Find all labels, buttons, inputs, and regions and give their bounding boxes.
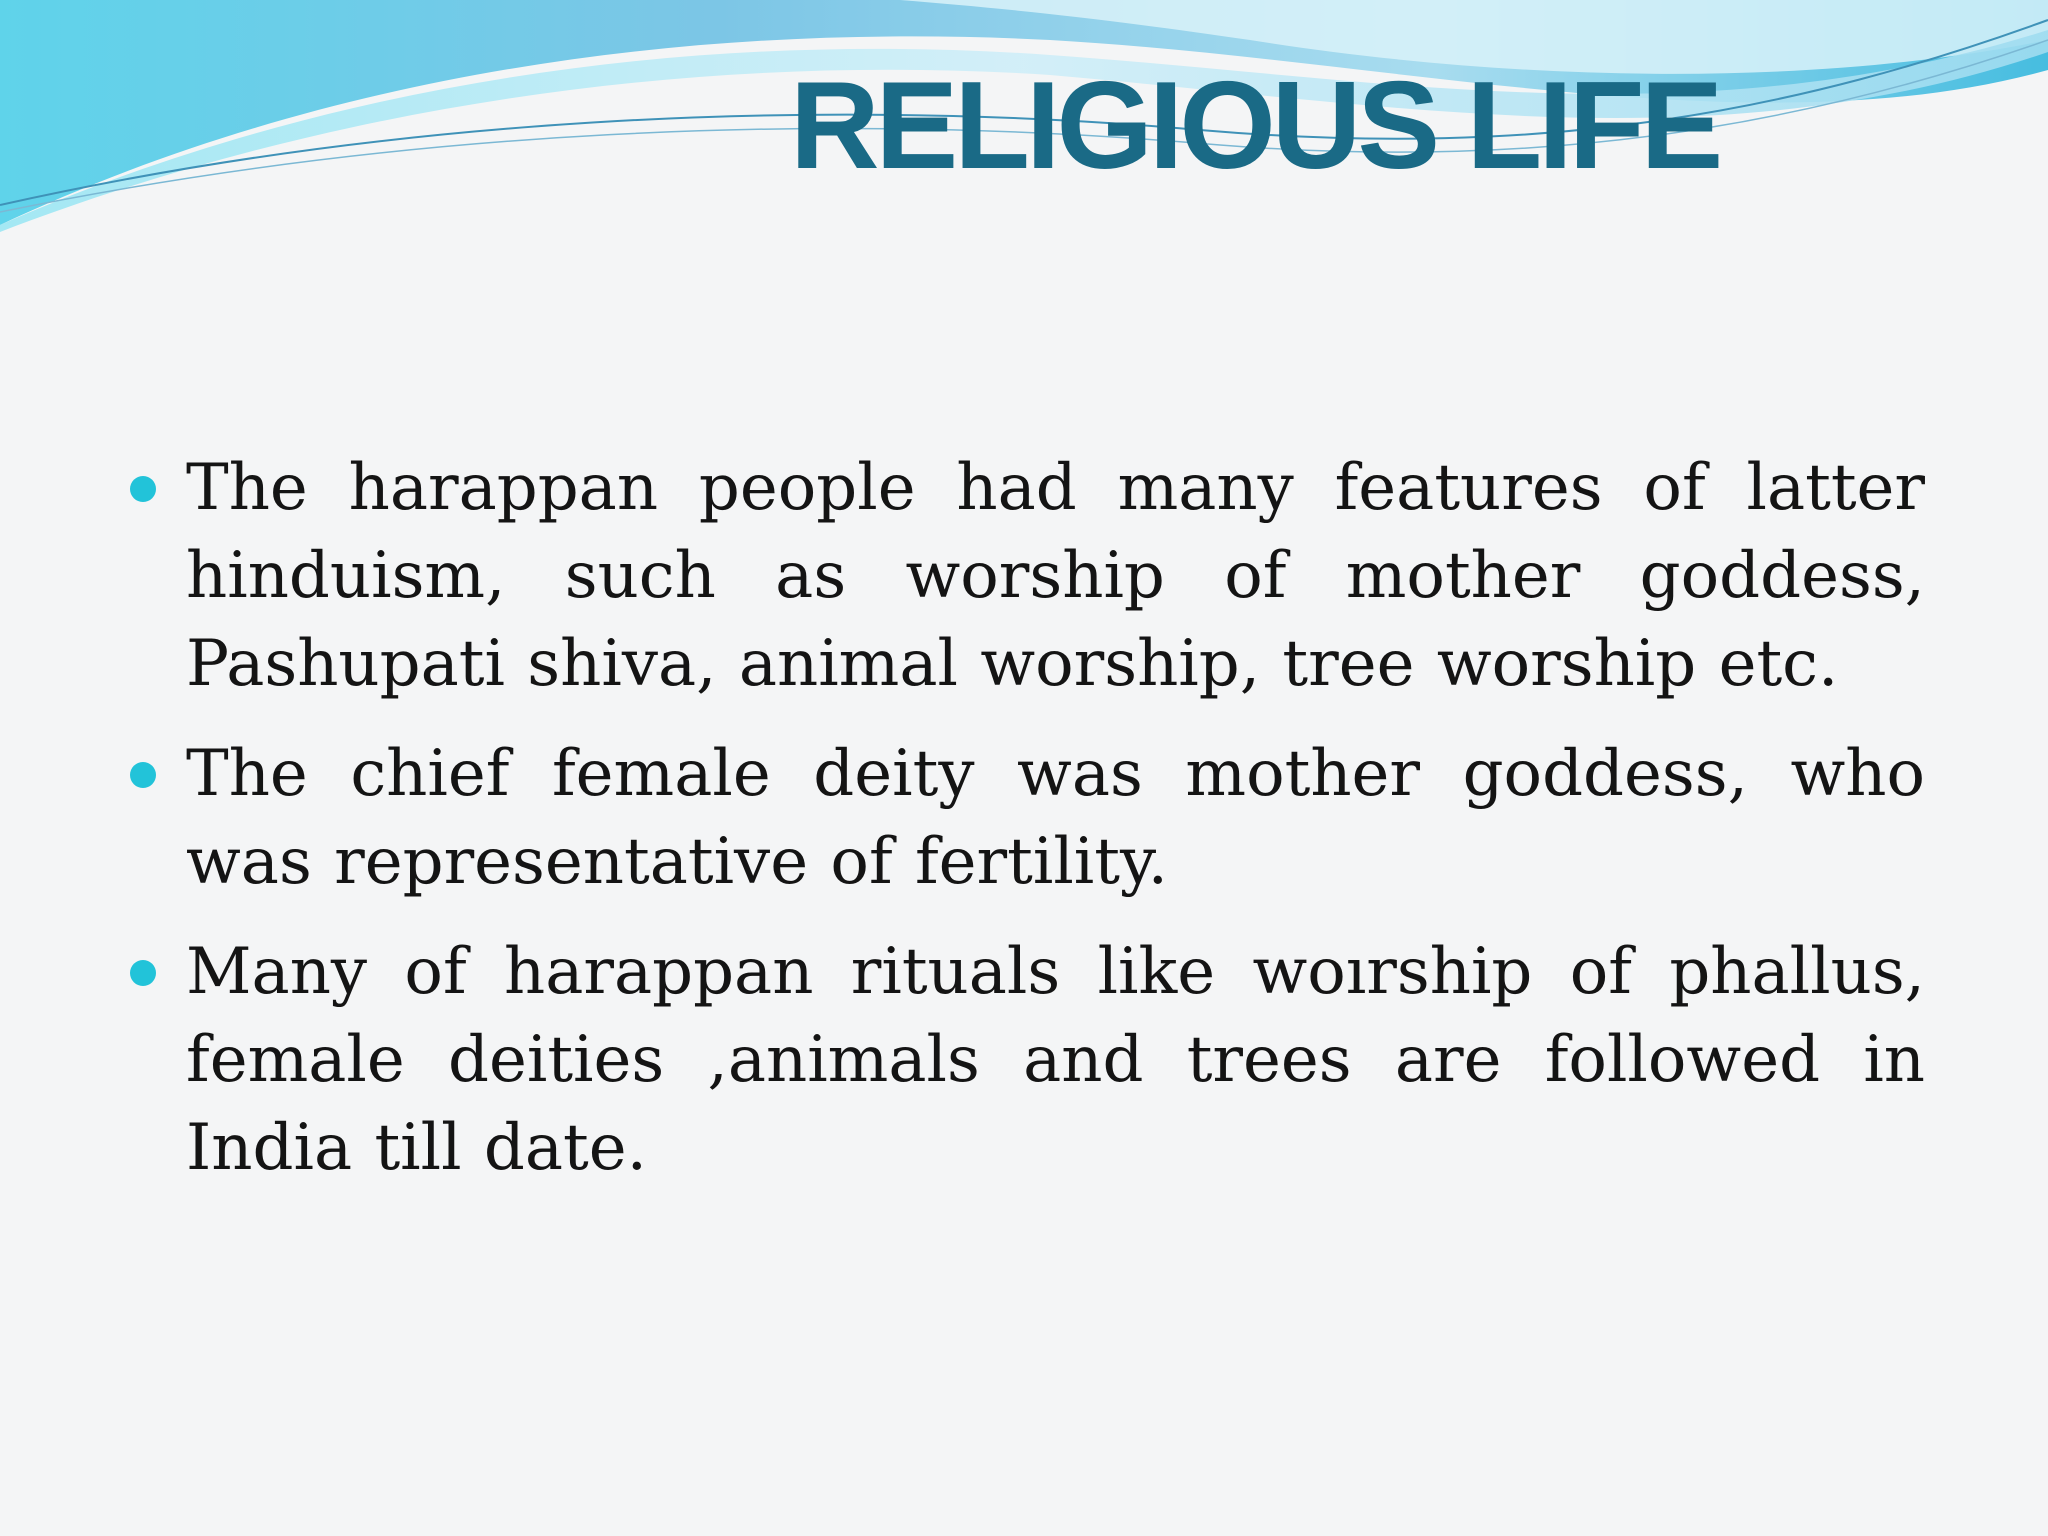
bullet-text: Many of harappan rituals like woırship of phallus, female deities ,animals and trees are followed in India till date. — [186, 935, 1925, 1185]
bullet-dot-icon — [130, 762, 156, 788]
bullet-item — [130, 928, 1925, 1192]
bullet-item — [130, 730, 1925, 906]
bullet-text: The chief female deity was mother goddess, who was representative of fertility. — [186, 737, 1925, 899]
slide-title: RELIGIOUS LIFE — [790, 57, 1720, 195]
bullet-dot-icon — [130, 476, 156, 502]
bullet-list — [130, 444, 1925, 1214]
bullet-text: The harappan people had many features of latter hinduism, such as worship of mother goddess, Pashupati shiva, animal worship, tree worship etc. — [186, 451, 1925, 701]
bullet-item — [130, 444, 1925, 708]
bullet-dot-icon — [130, 960, 156, 986]
